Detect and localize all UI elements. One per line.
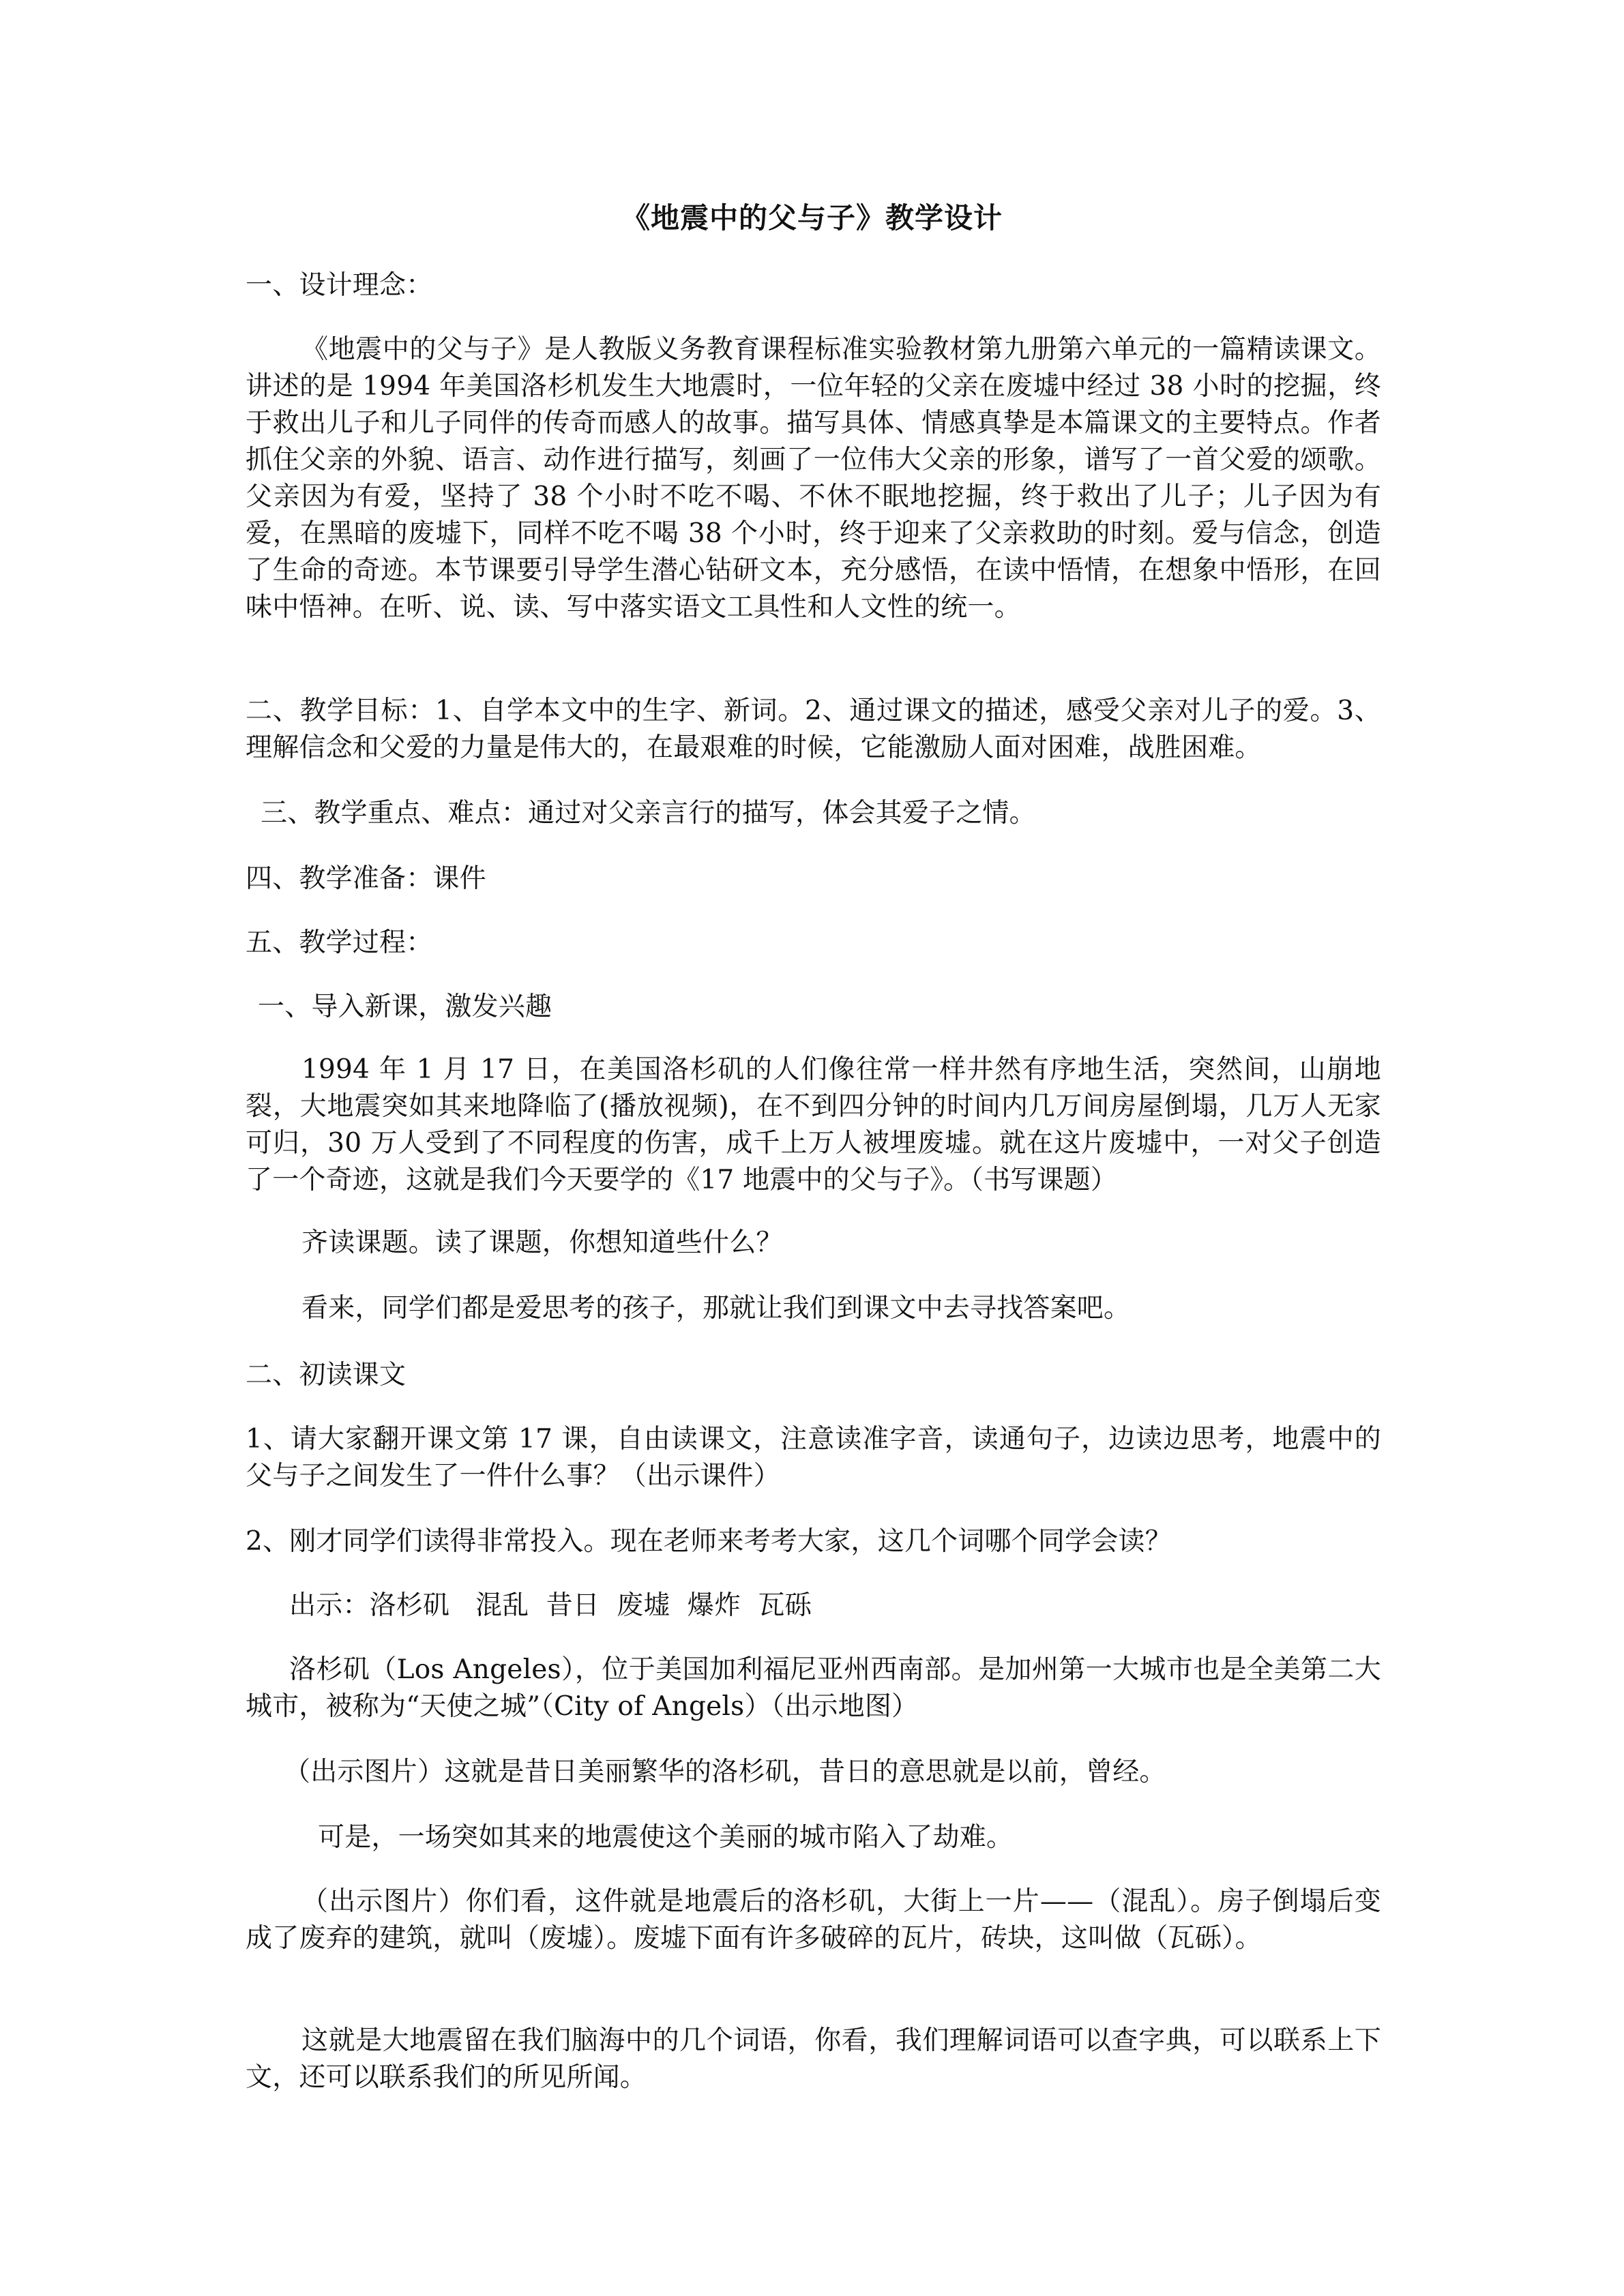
- part-2-heading: 二、初读课文: [246, 1360, 407, 1390]
- document-title: 《地震中的父与子》教学设计: [621, 201, 1003, 235]
- section-1-body: 《地震中的父与子》是人教版义务教育课程标准实验教材第九册第六单元的一篇精读课文。讲述的是 1994 年美国洛杉机发生大地震时，一位年轻的父亲在废墟中经过 38 小时的挖掘，终于救出儿子和儿子同伴的传奇而感人的故事。描写具体、情感真挚是本篇课文的主要特点。作者抓住父亲的外貌、语言、动作进行描写，刻画了一位伟大父亲的形象，谱写了一首父爱的颂歌。父亲因为有爱，坚持了 38 个小时不吃不喝、不休不眠地挖掘，终于救出了儿子；儿子因为有爱，在黑暗的废墟下，同样不吃不喝 38 个小时，终于迎来了父亲救助的时刻。爱与信念，创造了生命的奇迹。本节课要引导学生潜心钻研文本，充分感悟，在读中悟情，在想象中悟形，在回味中悟神。在听、说、读、写中落实语文工具性和人文性的统一。: [246, 334, 1381, 623]
- section-4-preparation: 四、教学准备：课件: [246, 863, 486, 894]
- section-3-key-points: 三、教学重点、难点：通过对父亲言行的描写，体会其爱子之情。: [261, 798, 1036, 829]
- picture-old-city: （出示图片）这就是昔日美丽繁华的洛杉矶，昔日的意思就是以前，曾经。: [284, 1757, 1166, 1787]
- transition-sentence: 可是，一场突如其来的地震使这个美丽的城市陷入了劫难。: [318, 1822, 1014, 1853]
- section-5-process: 五、教学过程：: [246, 927, 433, 958]
- summary-paragraph: 这就是大地震留在我们脑海中的几个词语，你看，我们理解词语可以查字典，可以联系上下文，还可以联系我们的所见所闻。: [246, 2025, 1381, 2093]
- part-1-answer: 看来，同学们都是爱思考的孩子，那就让我们到课文中去寻找答案吧。: [301, 1293, 1131, 1324]
- part-1-heading: 一、导入新课，激发兴趣: [258, 992, 552, 1022]
- section-2-objectives: 二、教学目标：1、自学本文中的生字、新词。2、通过课文的描述，感受父亲对儿子的爱。3、理解信念和父爱的力量是伟大的，在最艰难的时候，它能激励人面对困难，战胜困难。: [246, 696, 1381, 763]
- vocabulary-list: 出示：洛杉矶 混乱 昔日 废墟 爆炸 瓦砾: [289, 1590, 812, 1621]
- part-1-body: 1994 年 1 月 17 日，在美国洛杉矶的人们像往常一样井然有序地生活，突然间，山崩地裂，大地震突如其来地降临了(播放视频)，在不到四分钟的时间内几万间房屋倒塌，几万人无家可归，30 万人受到了不同程度的伤害，成千上万人被埋废墟。就在这片废墟中，一对父子创造了一个奇迹，这就是我们今天要学的《17 地震中的父与子》。（书写课题）: [246, 1054, 1381, 1195]
- picture-after-earthquake: （出示图片）你们看，这件就是地震后的洛杉矶，大街上一片——（混乱）。房子倒塌后变成了废弃的建筑，就叫（废墟）。废墟下面有许多破碎的瓦片，砖块，这叫做（瓦砾）。: [246, 1886, 1381, 1954]
- part-2-item-2: 2、刚才同学们读得非常投入。现在老师来考考大家，这几个词哪个同学会读？: [246, 1526, 1172, 1557]
- part-1-question: 齐读课题。读了课题，你想知道些什么？: [301, 1227, 783, 1258]
- los-angeles-intro: 洛杉矶（Los Angeles），位于美国加利福尼亚州西南部。是加州第一大城市也是全美第二大城市，被称为“天使之城”（City of Angels）（出示地图）: [246, 1654, 1381, 1722]
- part-2-item-1: 1、请大家翻开课文第 17 课，自由读课文，注意读准字音，读通句子，边读边思考，地震中的父与子之间发生了一件什么事？（出示课件）: [246, 1424, 1381, 1491]
- section-1-heading: 一、设计理念：: [246, 270, 433, 301]
